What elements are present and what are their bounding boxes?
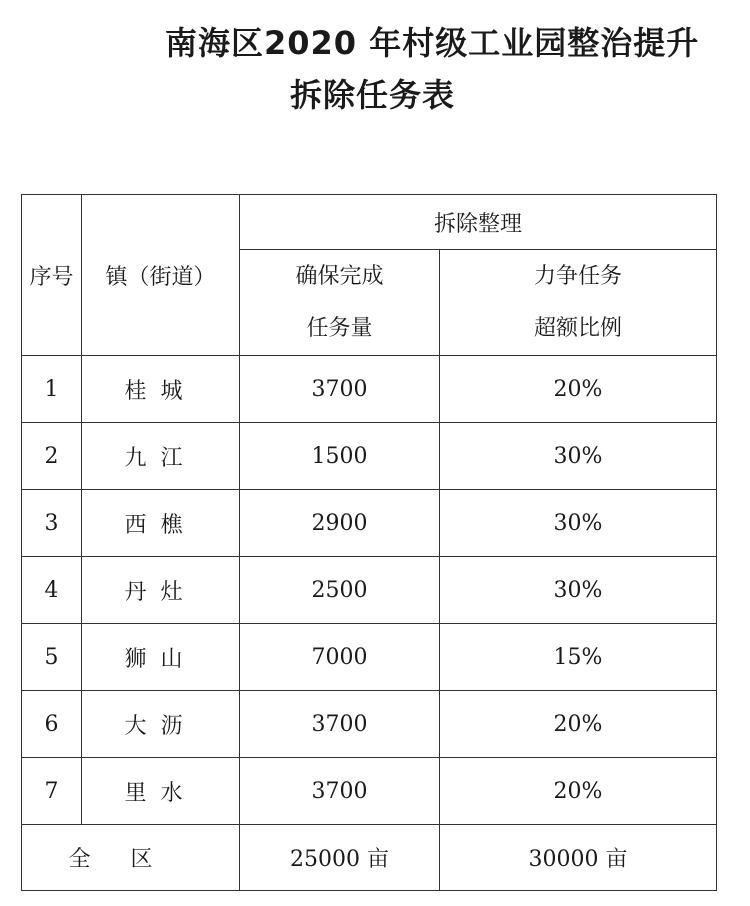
cell-strive: 20%	[440, 758, 717, 825]
cell-ensure: 3700	[240, 691, 440, 758]
header-ensure-line-2: 任务量	[306, 315, 373, 341]
table-row	[22, 423, 717, 490]
cell-seq: 1	[22, 356, 82, 423]
header-ensure	[240, 250, 440, 356]
cell-town: 西樵	[82, 490, 240, 557]
header-strive-line-2: 超额比例	[534, 315, 623, 341]
cell-town: 狮山	[82, 624, 240, 691]
table-row	[22, 758, 717, 825]
document-title-line-2: 拆除任务表	[290, 76, 456, 114]
cell-strive: 20%	[440, 356, 717, 423]
cell-seq: 5	[22, 624, 82, 691]
total-strive: 30000 亩	[440, 825, 717, 891]
table-row	[22, 356, 717, 423]
cell-seq: 6	[22, 691, 82, 758]
table-row	[22, 490, 717, 557]
total-label: 全区	[22, 825, 240, 891]
document-title-line-1: 南海区2020 年村级工业园整治提升	[165, 24, 700, 62]
cell-seq: 7	[22, 758, 82, 825]
cell-ensure: 3700	[240, 758, 440, 825]
cell-town: 大沥	[82, 691, 240, 758]
cell-town: 桂城	[82, 356, 240, 423]
cell-seq: 4	[22, 557, 82, 624]
cell-town: 九江	[82, 423, 240, 490]
header-town: 镇（街道）	[82, 195, 240, 356]
cell-town: 丹灶	[82, 557, 240, 624]
cell-strive: 15%	[440, 624, 717, 691]
cell-strive: 30%	[440, 557, 717, 624]
cell-town: 里水	[82, 758, 240, 825]
table-total-row	[22, 825, 717, 891]
cell-ensure: 3700	[240, 356, 440, 423]
cell-ensure: 2500	[240, 557, 440, 624]
cell-seq: 3	[22, 490, 82, 557]
header-demolition-group: 拆除整理	[240, 195, 717, 250]
table-header-row	[22, 195, 717, 250]
header-strive-line-1: 力争任务	[534, 263, 623, 289]
cell-ensure: 7000	[240, 624, 440, 691]
cell-strive: 30%	[440, 490, 717, 557]
header-ensure-line-1: 确保完成	[295, 263, 384, 289]
table-row	[22, 557, 717, 624]
cell-ensure: 1500	[240, 423, 440, 490]
cell-strive: 30%	[440, 423, 717, 490]
cell-ensure: 2900	[240, 490, 440, 557]
table-row	[22, 624, 717, 691]
header-strive	[440, 250, 717, 356]
cell-strive: 20%	[440, 691, 717, 758]
header-seq: 序号	[22, 195, 82, 356]
total-ensure: 25000 亩	[240, 825, 440, 891]
demolition-task-table	[21, 194, 717, 891]
table-row	[22, 691, 717, 758]
cell-seq: 2	[22, 423, 82, 490]
